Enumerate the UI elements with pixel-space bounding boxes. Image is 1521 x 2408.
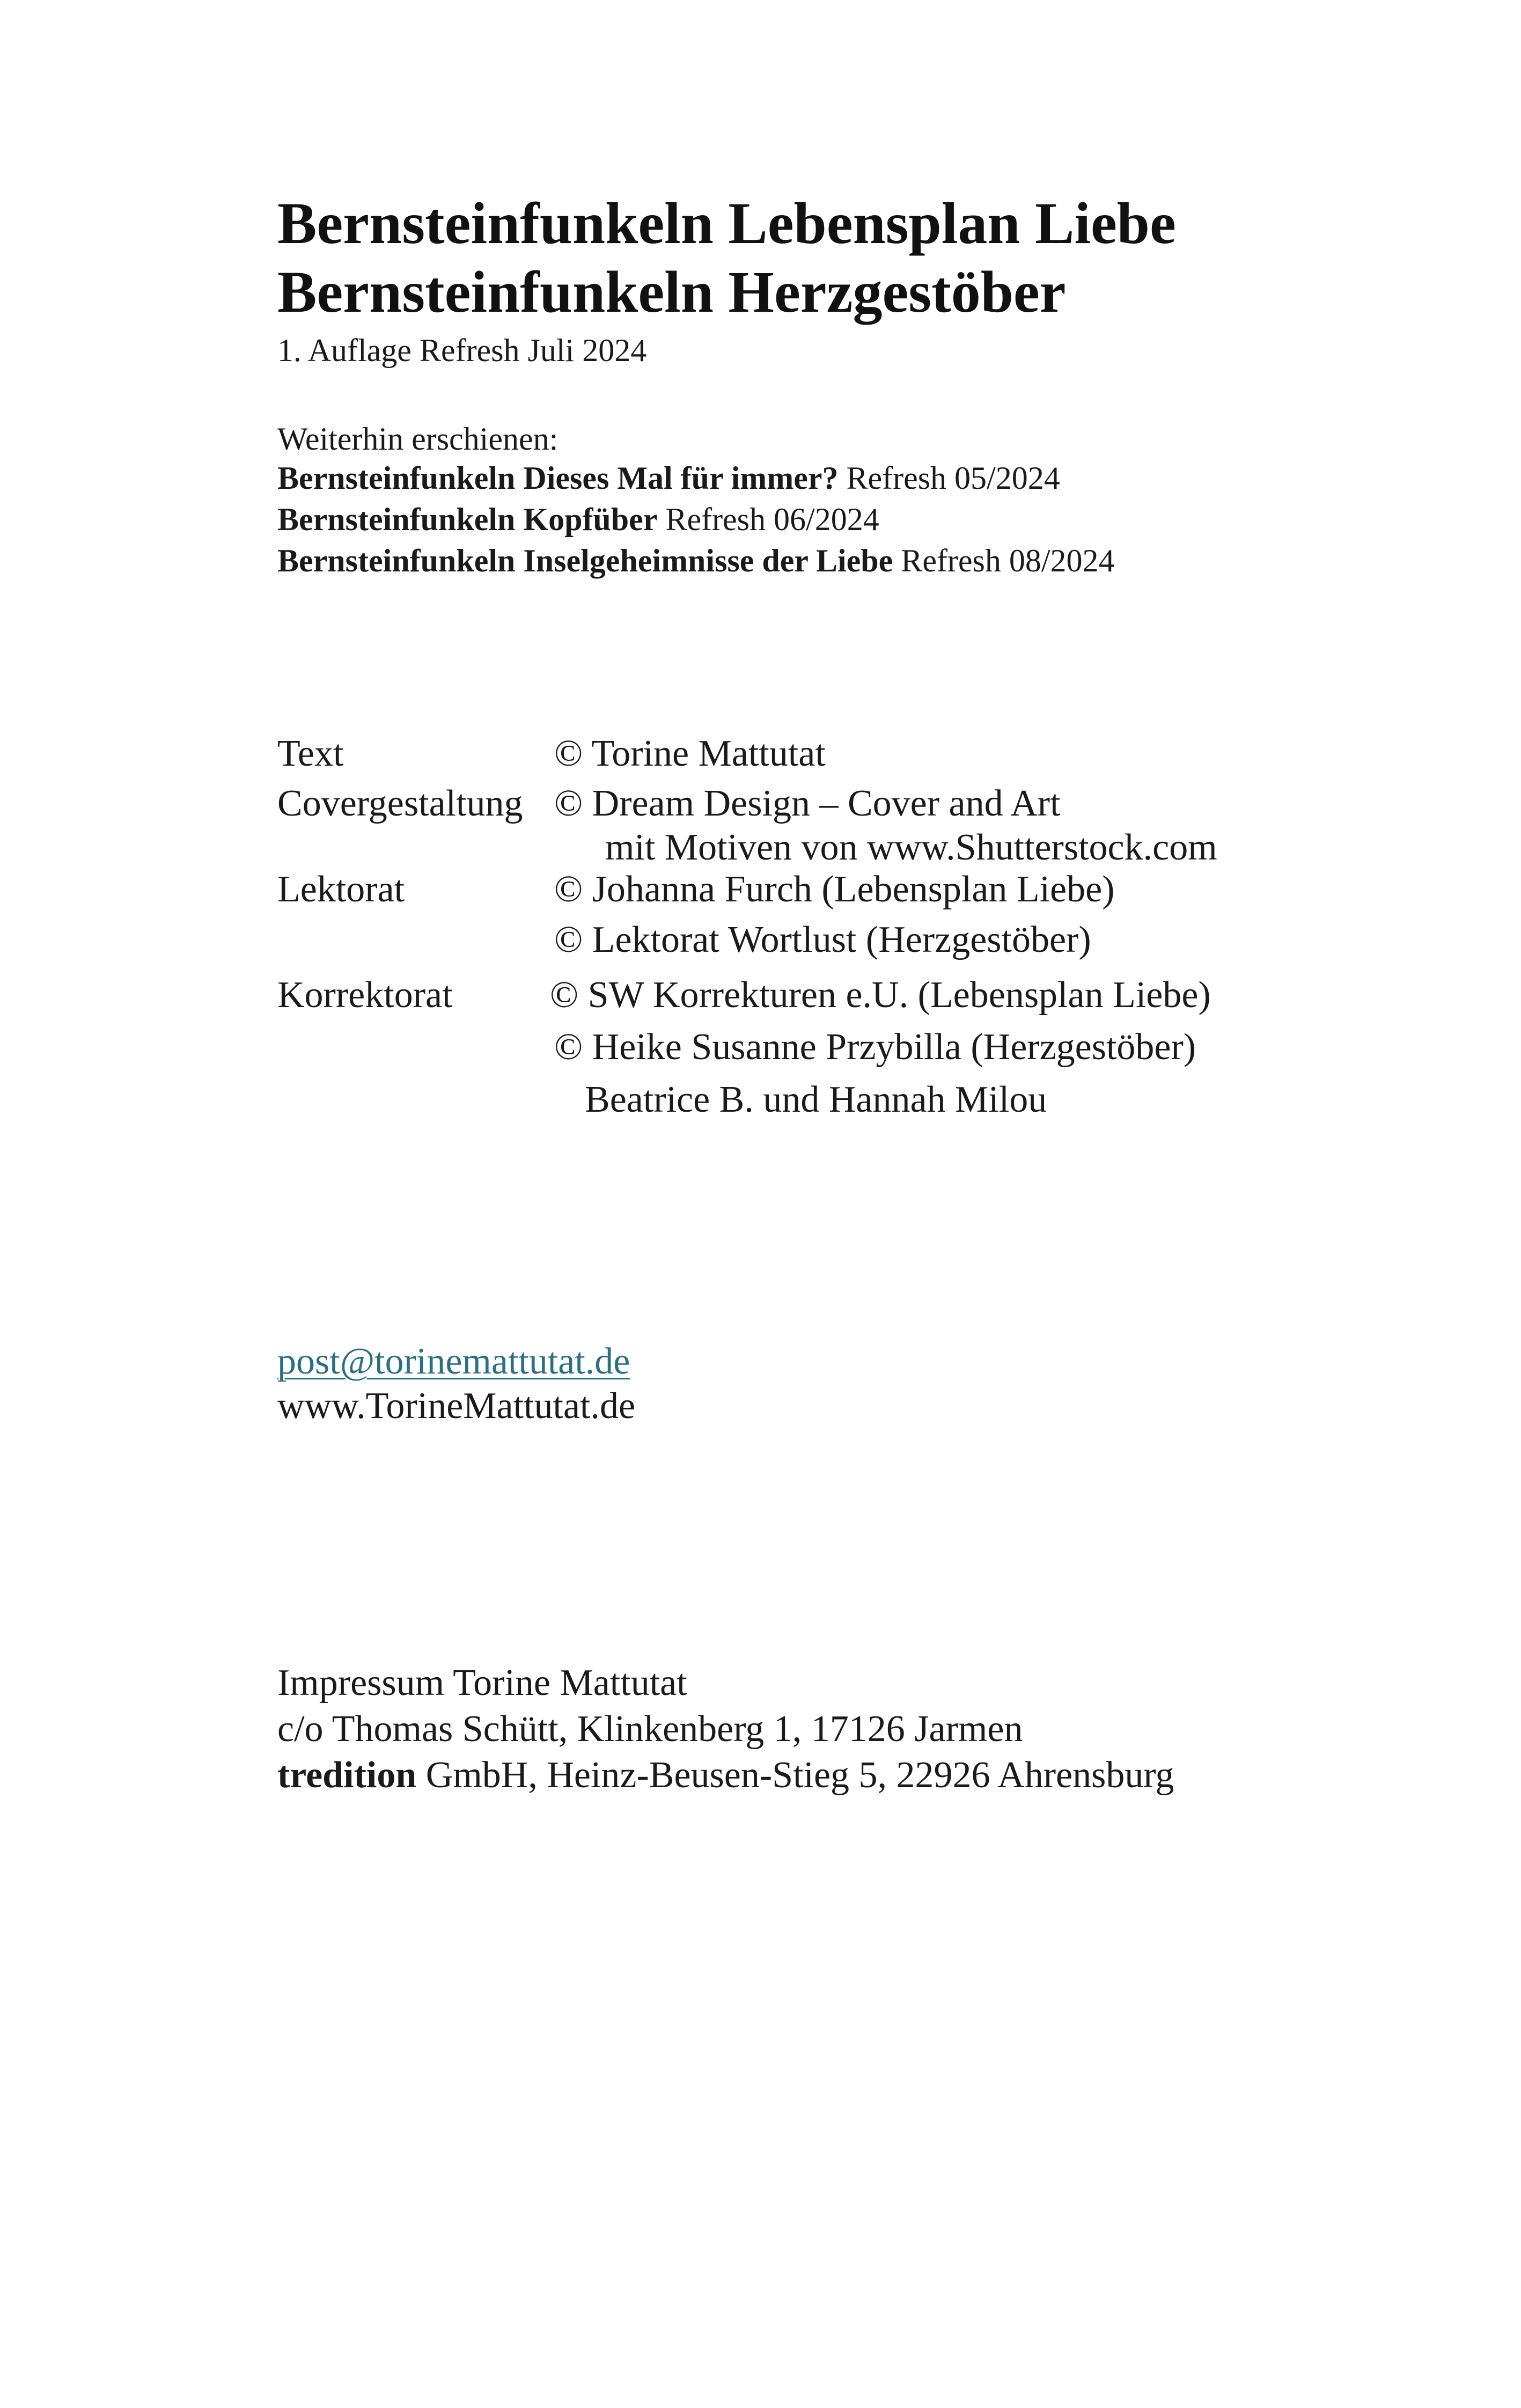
credit-value-korrektorat: © SW Korrekturen e.U. (Lebensplan Liebe) — [550, 974, 1211, 1016]
credit-label-cover: Covergestaltung — [277, 783, 523, 824]
impressum-line-1: Impressum Torine Mattutat — [277, 1662, 687, 1704]
further-title-item — [277, 540, 1115, 582]
further-title-note: Refresh 08/2024 — [901, 543, 1115, 578]
publisher-address: GmbH, Heinz-Beusen-Stieg 5, 22926 Ahrensburg — [416, 1754, 1174, 1796]
book-title-line-1: Bernsteinfunkeln Lebensplan Liebe — [277, 190, 1176, 256]
credit-value-cover: © Dream Design – Cover and Art — [554, 783, 1061, 824]
credit-label-lektorat: Lektorat — [277, 869, 405, 910]
further-title-name: Bernsteinfunkeln Inselgeheimnisse der Liebe — [277, 543, 893, 578]
credit-value-lektorat: © Johanna Furch (Lebensplan Liebe) — [554, 869, 1115, 910]
credit-value-korrektorat-2: © Heike Susanne Przybilla (Herzgestöber) — [554, 1026, 1196, 1068]
credit-label-text: Text — [277, 733, 344, 774]
credit-value-text: © Torine Mattutat — [554, 733, 826, 774]
further-title-name: Bernsteinfunkeln Dieses Mal für immer? — [277, 460, 839, 496]
contact-email-row — [277, 1340, 630, 1384]
publisher-name: tredition — [277, 1754, 417, 1796]
further-title-note: Refresh 05/2024 — [846, 460, 1060, 496]
further-title-name: Bernsteinfunkeln Kopfüber — [277, 502, 658, 537]
further-titles-label: Weiterhin erschienen: — [277, 421, 559, 457]
impressum-line-3 — [277, 1752, 1174, 1798]
email-link[interactable]: post@torinemattutat.de — [277, 1341, 630, 1382]
further-title-item — [277, 457, 1060, 499]
further-title-note: Refresh 06/2024 — [665, 502, 879, 537]
credit-value-cover-note: mit Motiven von www.Shutterstock.com — [605, 827, 1217, 868]
further-title-item — [277, 498, 879, 540]
credit-value-lektorat-2: © Lektorat Wortlust (Herzgestöber) — [554, 919, 1091, 960]
website-text: www.TorineMattutat.de — [277, 1385, 636, 1427]
impressum-line-2: c/o Thomas Schütt, Klinkenberg 1, 17126 Jarmen — [277, 1708, 1023, 1750]
book-title-line-2: Bernsteinfunkeln Herzgestöber — [277, 259, 1066, 325]
edition-line: 1. Auflage Refresh Juli 2024 — [277, 333, 647, 368]
credit-label-korrektorat: Korrektorat — [277, 974, 453, 1016]
credit-value-korrektorat-3: Beatrice B. und Hannah Milou — [585, 1079, 1047, 1120]
